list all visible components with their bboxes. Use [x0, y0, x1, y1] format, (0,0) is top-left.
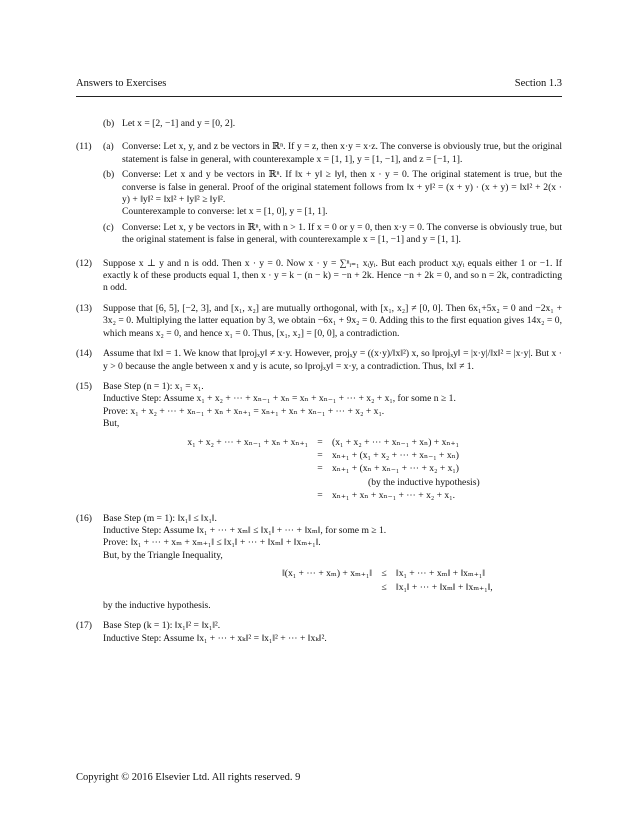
exercise-12 [76, 258, 562, 295]
exercise-text: Assume that ‖x‖ = 1. We know that ‖projₓy‖ ≠ x·y. However, projₓy = ((x·y)/‖x‖²) x, so ‖projₓy‖ = |x·y|/‖x‖² = |x·y|. But x · y > 0 because the angle between x and y is acute, so ‖projₓy‖ = x·y, a contradiction. Thus, ‖x‖ ≠ 1. [103, 348, 562, 372]
derivation-lhs: ‖(x₁ + ⋯ + xₘ) + xₘ₊₁‖ [282, 568, 372, 580]
part-label: (a) [103, 141, 114, 153]
part-text: Let x = [2, −1] and y = [0, 2]. [122, 118, 236, 129]
part-text: Converse: Let x, y, and z be vectors in ℝⁿ. If y = z, then x·y = x·z. The converse is obviously true, but the original statement is false in general, with counterexample x = [1, 1], y = [1, −1], and z = [−1, 1]. [122, 141, 562, 165]
derivation-note: (by the inductive hypothesis) [368, 476, 480, 488]
exercise-15 [76, 381, 562, 431]
copyright-footer: Copyright © 2016 Elsevier Ltd. All rights reserved. 9 [76, 772, 301, 783]
header-left: Answers to Exercises [76, 78, 167, 89]
exercise-number: (15) [76, 380, 92, 392]
derivation-rhs: xₙ₊₁ + (x₁ + x₂ + ⋯ + xₙ₋₁ + xₙ) [332, 449, 459, 461]
exercise-body [76, 118, 562, 653]
exercise-line: Prove: ‖x₁ + ⋯ + xₘ + xₘ₊₁‖ ≤ ‖x₁‖ + ⋯ + ‖xₘ‖ + ‖xₘ₊₁‖. [103, 537, 321, 549]
relation-sign: = [317, 436, 323, 448]
derivation-rhs: ‖x₁‖ + ⋯ + ‖xₘ‖ + ‖xₘ₊₁‖, [396, 581, 493, 593]
part-label: (b) [103, 169, 115, 181]
exercise-11 [76, 141, 562, 249]
exercise-line: Base Step (m = 1): ‖x₁‖ ≤ ‖x₁‖. [103, 512, 217, 524]
exercise-line: Inductive Step: Assume ‖x₁ + ⋯ + xₘ‖ ≤ ‖x₁‖ + ⋯ + ‖xₘ‖, for some m ≥ 1. [103, 524, 387, 536]
header-rule [76, 96, 562, 97]
exercise-line: Base Step (k = 1): ‖x₁‖² = ‖x₁‖². [103, 620, 221, 632]
relation-sign: = [317, 449, 323, 461]
relation-sign: ≤ [381, 568, 387, 580]
derivation-16 [192, 568, 562, 594]
exercise-13 [76, 303, 562, 340]
derivation-rhs: (x₁ + x₂ + ⋯ + xₙ₋₁ + xₙ) + xₙ₊₁ [332, 436, 459, 448]
part-label: (c) [103, 221, 114, 233]
exercise-17 [76, 620, 562, 645]
exercise-line: Base Step (n = 1): x₁ = x₁. [103, 380, 204, 392]
exercise-line: by the inductive hypothesis. [103, 600, 211, 611]
exercise-number: (13) [76, 302, 92, 314]
part-label: (b) [103, 118, 115, 129]
derivation-rhs: xₙ₊₁ + (xₙ + xₙ₋₁ + ⋯ + x₂ + x₁) [332, 463, 459, 475]
exercise-line: Inductive Step: Assume x₁ + x₂ + ⋯ + xₙ₋₁ + xₙ = xₙ + xₙ₋₁ + ⋯ + x₂ + x₁, for some n ≥ 1. [103, 393, 456, 405]
running-header [76, 78, 562, 89]
exercise-line: Prove: x₁ + x₂ + ⋯ + xₙ₋₁ + xₙ + xₙ₊₁ = xₙ₊₁ + xₙ + xₙ₋₁ + ⋯ + x₂ + x₁. [103, 405, 385, 417]
exercise-16 [76, 513, 562, 563]
relation-sign: ≤ [381, 581, 387, 593]
derivation-lhs: x₁ + x₂ + ⋯ + xₙ₋₁ + xₙ + xₙ₊₁ [187, 436, 308, 448]
exercise-number: (14) [76, 348, 92, 360]
exercise-text: Suppose that [6, 5], [−2, 3], and [x₁, x₂] are mutually orthogonal, with [x₁, x₂] ≠ [0, 0]. Then 6x₁+5x₂ = 0 and −2x₁ + 3x₂ = 0. Multiplying the latter equation by 3, we obtain −6x₁ + 9x₂ = 0. Adding this to the first equation gives 14x₂ = 0, which means x₂ = 0, and hence x₁ = 0. Thus, [x₁, x₂] = [0, 0], a contradiction. [103, 302, 562, 339]
derivation-rhs: ‖x₁ + ⋯ + xₘ‖ + ‖xₘ₊₁‖ [396, 568, 485, 580]
exercise-number: (12) [76, 257, 92, 269]
part-text: Counterexample to converse: let x = [1, 0], y = [1, 1]. [122, 206, 328, 218]
exercise-number: (16) [76, 512, 92, 524]
derivation-15 [128, 437, 562, 503]
exercise-text: Suppose x ⊥ y and n is odd. Then x · y = 0. Now x · y = ∑ⁿᵢ₌₁ xᵢyᵢ. But each product xᵢyᵢ equals either 1 or −1. If exactly k of these products equal 1, then x · y = k − (n − k) = −n + 2k. Hence −n + 2k = 0, and so n = 2k, contradicting n odd. [103, 257, 562, 294]
exercise-number: (17) [76, 620, 92, 632]
part-text: Converse: Let x and y be vectors in ℝⁿ. If ‖x + y‖ ≥ ‖y‖, then x · y = 0. The original statement is true, but the converse is false in general. Proof of the original statement follows from ‖x + y‖² = (x + y) · (x + y) = ‖x‖² + 2(x · y) + ‖y‖² = ‖x‖² + ‖y‖² ≥ ‖y‖². [122, 169, 562, 206]
part-text: Converse: Let x, y be vectors in ℝⁿ, with n > 1. If x = 0 or y = 0, then x·y = 0. The converse is obviously true, but the original statement is false in general, with counterexample x = [1, −1] and y = [1, 1]. [122, 221, 562, 246]
derivation-rhs: xₙ₊₁ + xₙ + xₙ₋₁ + ⋯ + x₂ + x₁. [332, 490, 455, 502]
exercise-10-continued [76, 118, 562, 133]
relation-sign: = [317, 490, 323, 502]
exercise-number: (11) [76, 141, 92, 153]
header-right: Section 1.3 [514, 78, 562, 89]
exercise-line: But, [103, 418, 120, 430]
relation-sign: = [317, 463, 323, 475]
exercise-line: Inductive Step: Assume ‖x₁ + ⋯ + xₖ‖² = ‖x₁‖² + ⋯ + ‖xₖ‖². [103, 632, 327, 644]
exercise-line: But, by the Triangle Inequality, [103, 549, 223, 561]
exercise-14 [76, 348, 562, 373]
